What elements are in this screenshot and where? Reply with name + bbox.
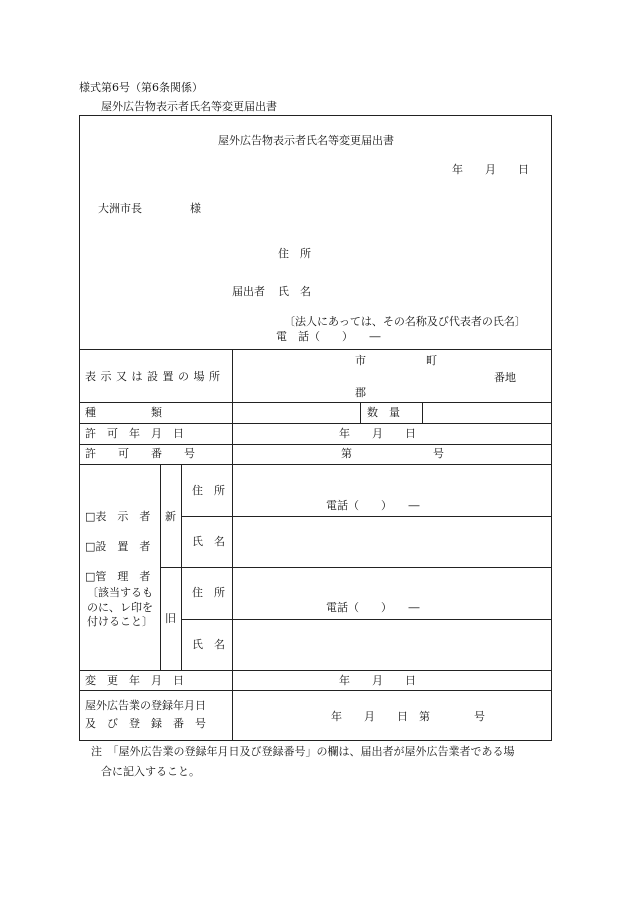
rule-line <box>360 402 361 423</box>
applicant-name-label: 氏 名 <box>278 285 311 298</box>
new-name-label: 氏 名 <box>192 535 225 548</box>
permit-number-suffix: 号 <box>433 447 444 460</box>
rule-line <box>79 670 552 671</box>
form-title: 屋外広告物表示者氏名等変更届出書 <box>218 134 394 147</box>
type-label: 種 類 <box>85 406 162 419</box>
quantity-label: 数 量 <box>367 406 400 419</box>
rule-line <box>422 402 423 423</box>
rule-line <box>79 349 552 350</box>
form-id: 様式第6号（第6条関係） <box>79 81 203 94</box>
location-lot: 番地 <box>494 371 516 384</box>
old-name-label: 氏 名 <box>192 638 225 651</box>
corporate-note: 〔法人にあっては、その名称及び代表者の氏名〕 <box>284 315 526 328</box>
notifier-label: 届出者 <box>232 285 265 298</box>
option-installer: □設 置 者 <box>85 540 151 553</box>
old-address-label: 住 所 <box>192 586 225 599</box>
old-label: 旧 <box>165 612 176 625</box>
rule-line <box>181 516 552 517</box>
rule-line <box>181 464 182 670</box>
location-label: 表示又は設置の場所 <box>85 370 225 383</box>
location-city: 市 <box>355 354 366 367</box>
rule-line <box>79 690 552 691</box>
permit-date-label: 許 可 年 月 日 <box>85 427 184 440</box>
option-displayer: □表 示 者 <box>85 510 151 523</box>
date-line: 年 月 日 <box>452 163 529 176</box>
new-address-label: 住 所 <box>192 484 225 497</box>
option-note-line: 付けること〕 <box>87 615 153 628</box>
note-line1: 注 「屋外広告業の登録年月日及び登録番号」の欄は、届出者が屋外広告業者である場 <box>91 745 515 758</box>
location-town: 町 <box>426 354 437 367</box>
rule-line <box>160 464 161 670</box>
registration-label-line2: 及 び 登 録 番 号 <box>85 717 206 730</box>
rule-line <box>79 464 552 465</box>
new-phone: 電話（ ） ― <box>326 499 420 512</box>
applicant-address-label: 住 所 <box>278 247 311 260</box>
note-line2: 合に記入すること。 <box>101 765 200 778</box>
permit-number-label: 許 可 番 号 <box>85 447 195 460</box>
honorific: 様 <box>190 202 201 215</box>
rule-line <box>232 349 233 741</box>
rule-line <box>79 402 552 403</box>
rule-line <box>79 423 552 424</box>
change-date-value: 年 月 日 <box>339 674 416 687</box>
registration-value: 年 月 日 第 号 <box>331 710 485 723</box>
location-county: 郡 <box>355 386 366 399</box>
rule-line <box>79 444 552 445</box>
option-note-line: のに、レ印を <box>87 601 153 614</box>
option-note-line: 〔該当するも <box>87 586 153 599</box>
old-phone: 電話（ ） ― <box>326 601 420 614</box>
rule-line <box>181 619 552 620</box>
registration-label-line1: 屋外広告業の登録年月日 <box>85 699 206 712</box>
addressee: 大洲市長 <box>98 202 142 215</box>
permit-date-value: 年 月 日 <box>339 427 416 440</box>
applicant-phone: 電 話（ ） ― <box>276 330 381 343</box>
option-manager: □管 理 者 <box>85 570 151 583</box>
rule-line <box>160 567 552 568</box>
change-date-label: 変 更 年 月 日 <box>85 674 184 687</box>
permit-number-prefix: 第 <box>341 447 352 460</box>
new-label: 新 <box>165 510 176 523</box>
form-subtitle: 屋外広告物表示者氏名等変更届出書 <box>101 100 277 113</box>
